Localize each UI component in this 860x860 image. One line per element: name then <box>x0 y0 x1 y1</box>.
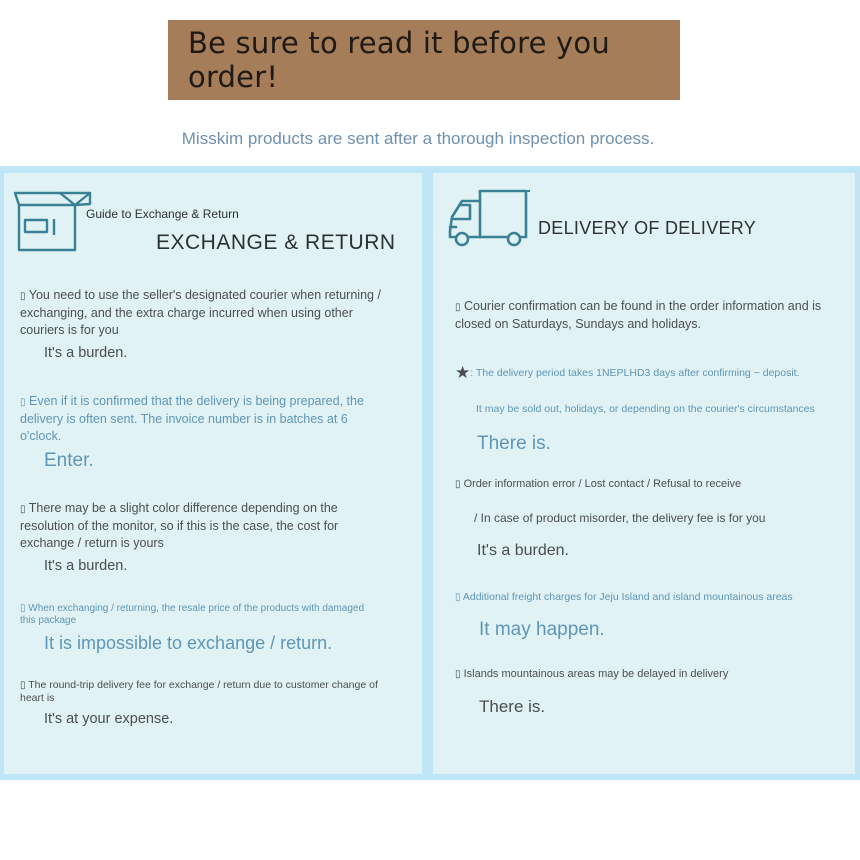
info-frame <box>0 166 860 780</box>
delivery-item-3-emphasis: It's a burden. <box>477 542 569 559</box>
exchange-item-4 <box>20 603 372 655</box>
delivery-item-3 <box>455 476 835 493</box>
delivery-title: DELIVERY OF DELIVERY <box>538 218 757 238</box>
item-emphasis: It's a burden. <box>44 558 128 574</box>
item-emphasis: Enter. <box>44 450 94 471</box>
item-note <box>20 500 394 552</box>
item-note <box>20 679 384 705</box>
bullet-icon: ▯ <box>20 397 26 408</box>
box-icon <box>12 183 92 253</box>
note-text: You need to use the seller's designated courier when returning / exchanging, and the extra charge incurred when using other couriers is for you <box>20 288 381 337</box>
exchange-return-panel <box>4 173 422 774</box>
note-text: Order information error / Lost contact / Refusal to receive <box>463 478 742 490</box>
delivery-item-2-emphasis: There is. <box>477 433 551 454</box>
bullet-icon: ▯ <box>20 680 26 691</box>
bullet-icon: ▯ <box>20 603 26 614</box>
delivery-item-5-emphasis: There is. <box>479 697 546 716</box>
bullet-icon: ▯ <box>455 302 461 313</box>
note-text: There may be a slight color difference depending on the resolution of the monitor, so if this is the case, the cost for exchange / return is yours <box>20 501 339 550</box>
delivery-item-5 <box>455 666 835 683</box>
delivery-panel <box>433 173 855 774</box>
truck-icon <box>446 187 530 253</box>
note-text: Even if it is confirmed that the delivery is being prepared, the delivery is often sent. The invoice number is in batches at 6 o'clock. <box>20 394 364 443</box>
star-icon: ★ <box>455 363 471 382</box>
note-text: The round-trip delivery fee for exchange / return due to customer change of heart is <box>20 679 378 704</box>
bullet-icon: ▯ <box>455 592 461 603</box>
inspection-subtitle: Misskim products are sent after a thorough inspection process. <box>181 129 655 148</box>
note-text: : The delivery period takes 1NEPLHD3 days after confirming ~ deposit. <box>470 367 800 379</box>
delivery-item-4 <box>455 589 835 606</box>
exchange-item-1 <box>20 287 398 363</box>
item-note <box>20 393 368 445</box>
note-text: When exchanging / returning, the resale price of the products with damaged this package <box>20 603 365 626</box>
exchange-item-3 <box>20 500 394 576</box>
bullet-icon: ▯ <box>20 291 26 302</box>
item-note <box>20 603 372 627</box>
note-text: Courier confirmation can be found in the order information and is closed on Saturdays, Sundays and holidays. <box>455 299 822 331</box>
order-notice-banner <box>168 20 680 100</box>
note-text: Additional freight charges for Jeju Island and island mountainous areas <box>462 591 793 603</box>
guide-label: Guide to Exchange & Return <box>86 207 239 221</box>
delivery-item-3-line2: / In case of product misorder, the delivery fee is for you <box>474 511 766 525</box>
exchange-item-5 <box>20 679 384 729</box>
bullet-icon: ▯ <box>20 504 26 515</box>
delivery-item-1 <box>455 298 825 332</box>
delivery-item-4-emphasis: It may happen. <box>479 619 605 640</box>
exchange-return-title: EXCHANGE & RETURN <box>156 231 396 254</box>
banner-text: Be sure to read it before you order! <box>188 26 610 94</box>
item-note <box>20 287 398 339</box>
item-emphasis: It's at your expense. <box>44 711 174 727</box>
delivery-item-2-line2: It may be sold out, holidays, or depending on the courier's circumstances <box>476 403 815 415</box>
note-text: Islands mountainous areas may be delayed in delivery <box>463 668 729 680</box>
bullet-icon: ▯ <box>455 479 461 490</box>
bullet-icon: ▯ <box>455 669 461 680</box>
exchange-item-2 <box>20 393 368 473</box>
item-emphasis: It is impossible to exchange / return. <box>44 633 333 653</box>
delivery-item-2 <box>455 365 835 381</box>
item-emphasis: It's a burden. <box>44 345 128 361</box>
